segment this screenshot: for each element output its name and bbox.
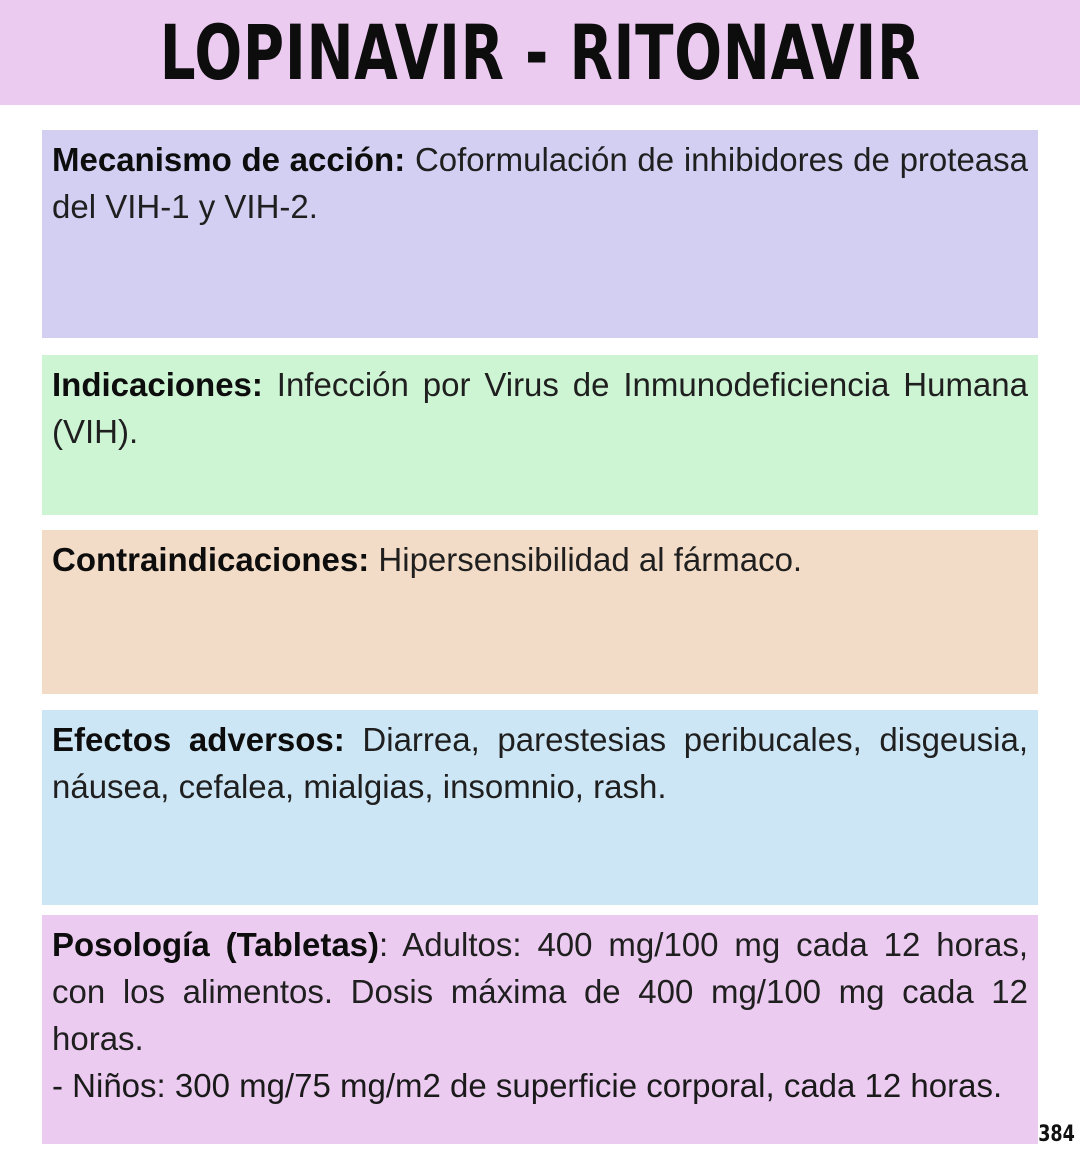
section-posologia-ninos: - Niños: 300 mg/75 mg/m2 de superficie corporal, cada 12 horas. xyxy=(52,1067,1003,1104)
title-banner xyxy=(0,0,1080,105)
section-posologia xyxy=(42,915,1038,1144)
section-indicaciones xyxy=(42,355,1038,515)
section-mecanismo-content xyxy=(52,136,1028,230)
section-efectos-content xyxy=(52,716,1028,810)
section-efectos-label: Efectos adversos: xyxy=(52,721,345,758)
section-posologia-label: Posología (Tabletas) xyxy=(52,926,380,963)
section-indicaciones-text: Infección por Virus de Inmunodeficiencia Humana (VIH). xyxy=(52,366,1028,450)
section-contraindicaciones-label: Contraindicaciones: xyxy=(52,541,370,578)
section-efectos-text: Diarrea, parestesias peribucales, disgeusia, náusea, cefalea, mialgias, insomnio, rash. xyxy=(52,721,1028,805)
section-posologia-content xyxy=(52,921,1028,1062)
section-indicaciones-label: Indicaciones: xyxy=(52,366,263,403)
section-contraindicaciones-text: Hipersensibilidad al fármaco. xyxy=(378,541,803,578)
section-mecanismo xyxy=(42,130,1038,338)
section-contraindicaciones xyxy=(42,530,1038,694)
section-mecanismo-label: Mecanismo de acción: xyxy=(52,141,406,178)
section-posologia-text: : Adultos: 400 mg/100 mg cada 12 horas, con los alimentos. Dosis máxima de 400 mg/100 mg cada 12 horas. xyxy=(52,926,1028,1057)
section-contraindicaciones-content xyxy=(52,536,1028,583)
page-number: 384 xyxy=(1038,1122,1075,1147)
section-indicaciones-content xyxy=(52,361,1028,455)
section-mecanismo-text: Coformulación de inhibidores de proteasa del VIH-1 y VIH-2. xyxy=(52,141,1029,225)
page-title: LOPINAVIR - RITONAVIR xyxy=(159,8,921,97)
section-efectos xyxy=(42,710,1038,905)
